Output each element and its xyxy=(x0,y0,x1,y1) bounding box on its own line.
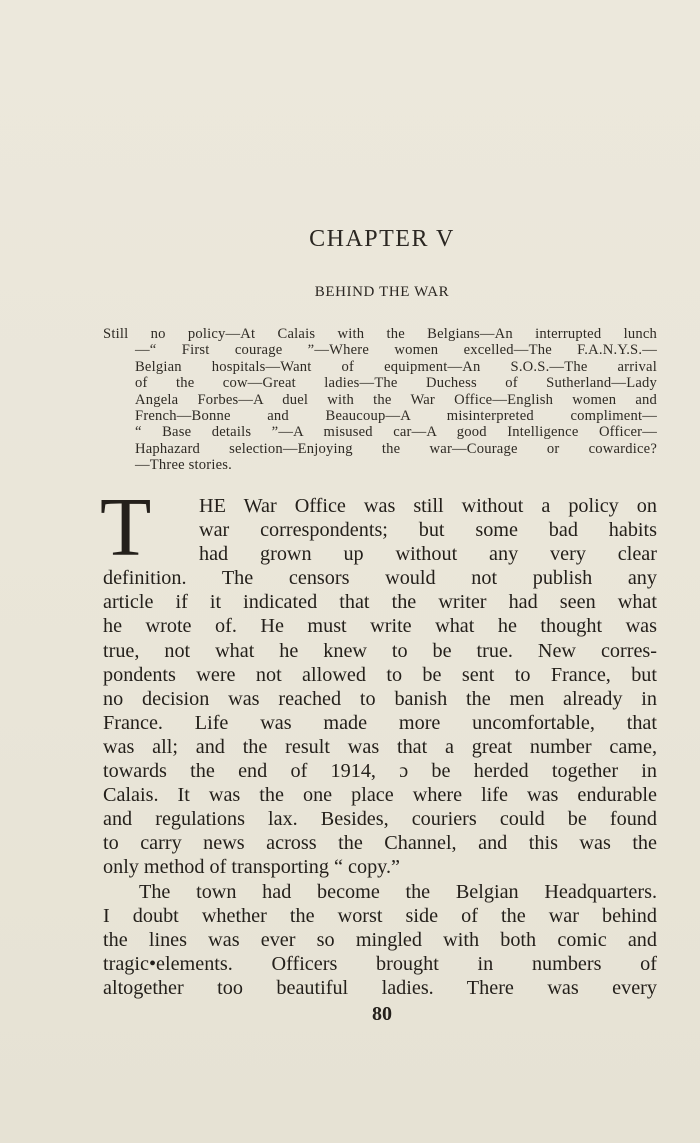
body-line: true, not what he knew to be true. New corres- xyxy=(103,639,657,662)
body-line: The town had become the Belgian Headquarters. xyxy=(139,880,657,903)
synopsis-line: —Three stories. xyxy=(135,457,233,474)
body-line: Calais. It was the one place where life was endurable xyxy=(103,784,657,807)
body-line: he wrote of. He must write what he thought was xyxy=(103,615,657,638)
body-line: I doubt whether the worst side of the war behind xyxy=(103,904,657,927)
body-line: to carry news across the Channel, and this was the xyxy=(103,832,657,855)
synopsis-line: Still no policy—At Calais with the Belgians—An interrupted lunch xyxy=(103,326,657,342)
body-line: war correspondents; but some bad habits xyxy=(199,519,657,542)
chapter-subtitle: BEHIND THE WAR xyxy=(314,284,450,300)
body-line: altogether too beautiful ladies. There was every xyxy=(103,976,657,999)
chapter-synopsis xyxy=(103,326,657,474)
synopsis-line: Haphazard selection—Enjoying the war—Courage or cowardice? xyxy=(135,440,657,457)
body-text xyxy=(103,494,657,1000)
body-line: France. Life was made more uncomfortable, that xyxy=(103,711,657,734)
body-line: had grown up without any very clear xyxy=(199,543,657,566)
body-line: only method of transporting “ copy.” xyxy=(103,856,400,879)
synopsis-line: “ Base details ”—A misused car—A good Intelligence Officer— xyxy=(135,424,657,441)
drop-cap: T xyxy=(100,481,152,574)
synopsis-line: French—Bonne and Beaucoup—A misinterpreted compliment— xyxy=(135,408,657,425)
body-line: pondents were not allowed to be sent to France, but xyxy=(103,663,657,686)
body-line: and regulations lax. Besides, couriers could be found xyxy=(103,808,657,831)
body-line: definition. The censors would not publish any xyxy=(103,567,657,590)
body-line: no decision was reached to banish the men already in xyxy=(103,687,657,710)
page-number: 80 xyxy=(372,1003,392,1025)
body-line: towards the end of 1914, ɔ be herded together in xyxy=(103,760,657,783)
body-line: was all; and the result was that a great number came, xyxy=(103,735,657,758)
chapter-title: CHAPTER V xyxy=(309,226,455,252)
synopsis-line: Angela Forbes—A duel with the War Office—English women and xyxy=(135,391,657,408)
body-line: HE War Office was still without a policy on xyxy=(199,495,657,517)
body-line: article if it indicated that the writer had seen what xyxy=(103,591,657,614)
synopsis-line: —“ First courage ”—Where women excelled—The F.A.N.Y.S.— xyxy=(135,342,657,359)
body-line: the lines was ever so mingled with both comic and xyxy=(103,928,657,951)
synopsis-line: of the cow—Great ladies—The Duchess of Sutherland—Lady xyxy=(135,375,657,392)
synopsis-line: Belgian hospitals—Want of equipment—An S.O.S.—The arrival xyxy=(135,358,657,375)
body-line: tragic•elements. Officers brought in numbers of xyxy=(103,952,657,975)
